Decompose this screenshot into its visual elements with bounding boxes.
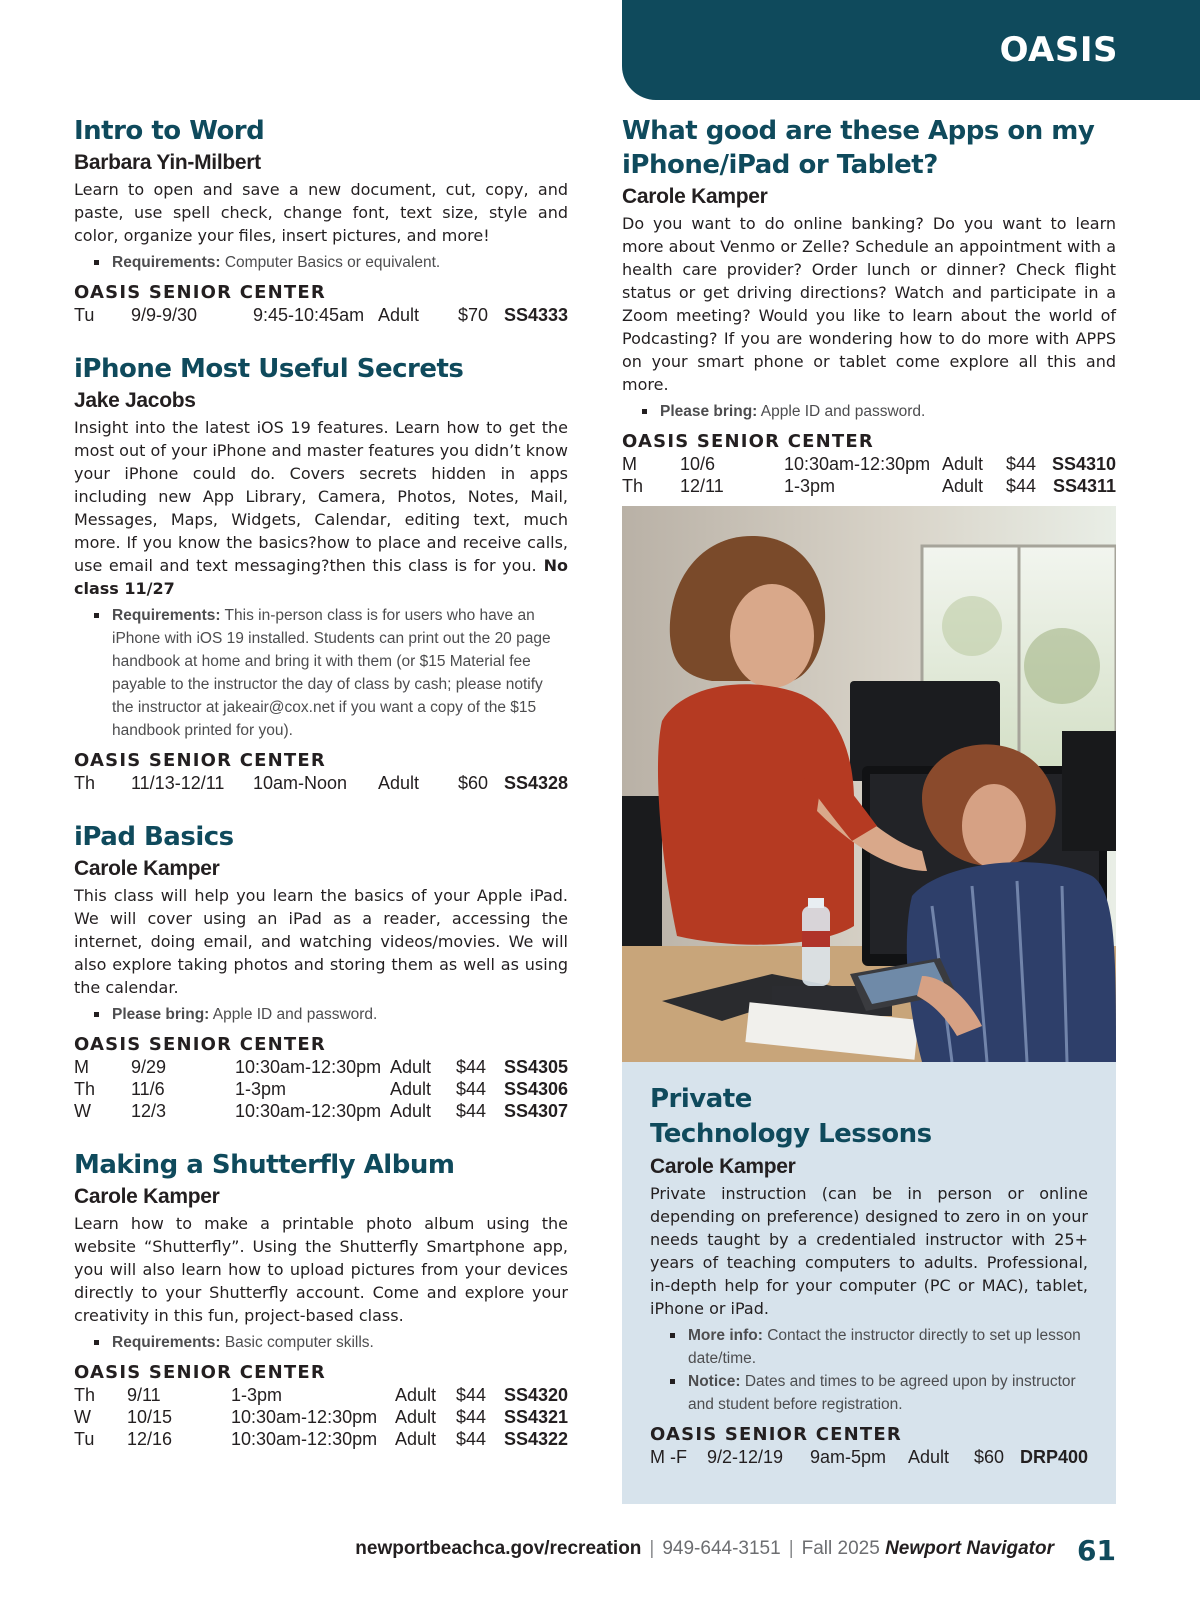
footer-phone: 949-644-3151 (662, 1538, 781, 1559)
schedule-row (74, 1056, 568, 1078)
session-day: Th (74, 1079, 96, 1099)
session-dates: 12/11 (680, 476, 724, 496)
note-item (94, 1331, 568, 1354)
session-age: Adult (378, 773, 420, 793)
schedule-table (74, 772, 568, 794)
course-code: SS4310 (1051, 454, 1116, 474)
course-description-paragraph (74, 416, 568, 600)
session-age: Adult (942, 476, 984, 496)
session-fee: $44 (1006, 454, 1037, 474)
course-description: Learn how to make a printable photo album using the website “Shutterfly”. Using the Shutterfly Smartphone app, you will also learn how to upload pictures from your devices directly to your Shutterfly account. Come and explore your creativity in this fun, project-based class. (74, 1214, 568, 1325)
note-text: Contact the instructor directly to set up lesson date/time. (688, 1327, 1081, 1367)
footer-text (355, 1538, 1054, 1560)
course-code: SS4306 (503, 1079, 568, 1099)
instructor-name: Barbara Yin-Milbert (74, 151, 261, 174)
no-class-notice: No class 11/27 (74, 556, 569, 598)
course-title: What good are these Apps on my iPhone/iPad or Tablet? (622, 116, 1095, 180)
instructor-name: Carole Kamper (74, 857, 220, 880)
schedule-table (74, 1384, 568, 1450)
instructor-name: Carole Kamper (650, 1155, 796, 1178)
left-column (74, 114, 568, 1476)
note-item (642, 400, 1116, 423)
session-time: 10am-Noon (253, 773, 348, 793)
location-heading: OASIS SENIOR CENTER (74, 750, 326, 771)
session-dates: 11/6 (131, 1079, 165, 1099)
session-day: Tu (74, 1429, 95, 1449)
course-code: SS4321 (503, 1407, 568, 1427)
course-notes (94, 1003, 568, 1026)
course-code: SS4307 (503, 1101, 568, 1121)
note-item (94, 1003, 568, 1026)
session-day: Th (74, 1385, 96, 1405)
course-code: SS4305 (503, 1057, 568, 1077)
session-dates: 9/29 (131, 1057, 167, 1077)
footer-url-link[interactable]: newportbeachca.gov/recreation (355, 1538, 642, 1559)
session-day: M (74, 1057, 89, 1077)
session-day: W (74, 1407, 91, 1427)
schedule-row (74, 304, 568, 326)
session-time: 10:30am-12:30pm (784, 454, 931, 474)
course-title: iPad Basics (74, 822, 234, 852)
session-dates: 10/6 (680, 454, 716, 474)
session-day: W (74, 1101, 91, 1121)
note-text: Dates and times to be agreed upon by instructor and student before registration. (688, 1373, 1076, 1413)
session-time: 9:45-10:45am (253, 305, 365, 325)
session-age: Adult (395, 1429, 437, 1449)
session-day: M (622, 454, 637, 474)
session-fee: $44 (456, 1385, 487, 1405)
session-fee: $44 (456, 1101, 487, 1121)
private-lessons-box (622, 1062, 1116, 1504)
note-text: Computer Basics or equivalent. (220, 254, 441, 271)
note-item (670, 1324, 1088, 1370)
footer-divider: | (788, 1538, 794, 1559)
session-dates: 12/16 (127, 1429, 173, 1449)
note-label: Please bring: (112, 1006, 210, 1023)
course-notes (94, 604, 568, 742)
footer-season: Fall 2025 (801, 1538, 886, 1559)
course-description: This class will help you learn the basics of your Apple iPad. We will cover using an iPad as a reader, accessing the internet, doing email, and watching videos/movies. We will also explore taking photos and storing them as well as using the calendar. (74, 886, 568, 997)
schedule-row (622, 453, 1116, 475)
session-age: Adult (942, 454, 984, 474)
session-time: 1-3pm (235, 1079, 287, 1099)
session-age: Adult (395, 1385, 437, 1405)
instructor-name: Jake Jacobs (74, 389, 196, 412)
schedule-table (622, 453, 1116, 497)
course-notes (670, 1324, 1088, 1416)
schedule-row (74, 1100, 568, 1122)
session-fee: $44 (456, 1057, 487, 1077)
session-age: Adult (390, 1057, 432, 1077)
session-fee: $60 (458, 773, 489, 793)
session-fee: $70 (458, 305, 489, 325)
note-label: Requirements: (112, 607, 221, 624)
right-column (622, 114, 1116, 523)
session-age: Adult (390, 1101, 432, 1121)
session-fee: $44 (1006, 476, 1037, 496)
schedule-table (74, 304, 568, 326)
session-fee: $44 (456, 1429, 487, 1449)
course-title: iPhone Most Useful Secrets (74, 354, 464, 384)
section-title: OASIS (999, 30, 1118, 70)
schedule-row (74, 1406, 568, 1428)
session-fee: $44 (456, 1079, 487, 1099)
location-heading: OASIS SENIOR CENTER (650, 1424, 902, 1445)
instructor-name: Carole Kamper (622, 185, 768, 208)
schedule-row (74, 1078, 568, 1100)
page-footer (0, 1534, 1200, 1567)
session-age: Adult (908, 1447, 950, 1467)
note-label: Requirements: (112, 254, 221, 271)
note-text: Basic computer skills. (220, 1334, 374, 1351)
course-code: SS4322 (503, 1429, 568, 1449)
course-description: Do you want to do online banking? Do you want to learn more about Venmo or Zelle? Schedule an appointment with a health care provider? Order lunch or dinner? Check flight status or get driving directions? Watch and participate in a Zoom meeting? Would you like to learn about the world of Podcasting? If you are wondering how to do more with APPS on your smart phone or tablet come explore all this and more. (622, 214, 1116, 394)
session-age: Adult (395, 1407, 437, 1427)
course-title: Intro to Word (74, 116, 265, 146)
course-iphone-secrets (74, 352, 568, 794)
session-dates: 12/3 (131, 1101, 167, 1121)
course-notes (94, 251, 568, 274)
session-time: 10:30am-12:30pm (235, 1101, 382, 1121)
course-notes (94, 1331, 568, 1354)
note-item (670, 1370, 1088, 1416)
session-day: M -F (650, 1447, 687, 1467)
course-intro-to-word (74, 114, 568, 326)
session-day: Tu (74, 305, 95, 325)
schedule-row (74, 772, 568, 794)
location-heading: OASIS SENIOR CENTER (74, 282, 326, 303)
note-text: This in-person class is for users who have an iPhone with iOS 19 installed. Students can print out the 20 page handbook at home and bring it with them (or $15 Material fee payable to the instructor the day of class by cash; please notify the instructor at jakeair@cox.net if you want a copy of the $15 handbook printed for you). (112, 607, 551, 739)
instructor-name: Carole Kamper (74, 1185, 220, 1208)
note-label: Requirements: (112, 1334, 221, 1351)
note-label: Please bring: (660, 403, 758, 420)
session-time: 9am-5pm (810, 1447, 887, 1467)
location-heading: OASIS SENIOR CENTER (622, 431, 874, 452)
location-heading: OASIS SENIOR CENTER (74, 1034, 326, 1055)
course-code: SS4333 (503, 305, 568, 325)
course-apps-iphone-ipad (622, 114, 1116, 497)
location-heading: OASIS SENIOR CENTER (74, 1362, 326, 1383)
session-dates: 9/2-12/19 (707, 1447, 784, 1467)
note-label: Notice: (688, 1373, 741, 1390)
course-code: SS4320 (503, 1385, 568, 1405)
session-fee: $60 (974, 1447, 1005, 1467)
session-time: 1-3pm (231, 1385, 283, 1405)
note-text: Apple ID and password. (757, 403, 926, 420)
session-time: 10:30am-12:30pm (235, 1057, 382, 1077)
session-dates: 9/9-9/30 (131, 305, 198, 325)
session-dates: 10/15 (127, 1407, 173, 1427)
note-text: Apple ID and password. (209, 1006, 378, 1023)
session-age: Adult (390, 1079, 432, 1099)
session-dates: 11/13-12/11 (131, 773, 225, 793)
page-number: 61 (1077, 1534, 1116, 1567)
course-description: Insight into the latest iOS 19 features. Learn how to get the most out of your iPhone and master features you didn’t know your iPhone could do. Covers secrets hidden in apps including new App Library, Camera, Photos, Notes, Mail, Messages, Maps, Widgets, Calendar, editing text, much more. If you know the basics?how to place and receive calls, use email and text messaging?then this class is for you. (74, 418, 568, 575)
schedule-table (74, 1056, 568, 1122)
course-title: Making a Shutterfly Album (74, 1150, 455, 1180)
schedule-row (622, 475, 1116, 497)
session-age: Adult (378, 305, 420, 325)
course-code: SS4328 (503, 773, 568, 793)
session-day: Th (74, 773, 96, 793)
session-day: Th (622, 476, 644, 496)
note-item (94, 604, 568, 742)
instructor-helping-student-photo (622, 506, 1116, 1062)
section-banner (622, 0, 1200, 100)
course-notes (642, 400, 1116, 423)
box-title-line2: Technology Lessons (650, 1119, 932, 1149)
session-dates: 9/11 (127, 1385, 161, 1405)
course-description: Private instruction (can be in person or online depending on preference) designed to zero in on your needs taught by a credentialed instructor with 25+ years of teaching computers to adults. Professional, in-depth help for your computer (PC or MAC), tablet, iPhone or iPad. (650, 1184, 1088, 1318)
course-description: Learn to open and save a new document, cut, copy, and paste, use spell check, change font, text size, style and color, organize your files, insert pictures, and more! (74, 180, 568, 245)
footer-brand: Newport Navigator (885, 1538, 1054, 1559)
schedule-row (650, 1446, 1088, 1468)
session-fee: $44 (456, 1407, 487, 1427)
box-title-line1: Private (650, 1084, 752, 1114)
course-code: DRP400 (1019, 1447, 1088, 1467)
course-code: SS4311 (1052, 476, 1116, 496)
session-time: 10:30am-12:30pm (231, 1429, 378, 1449)
footer-divider: | (649, 1538, 655, 1559)
session-time: 1-3pm (784, 476, 836, 496)
schedule-row (74, 1428, 568, 1450)
note-item (94, 251, 568, 274)
course-ipad-basics (74, 820, 568, 1122)
schedule-table (650, 1446, 1088, 1468)
schedule-row (74, 1384, 568, 1406)
course-shutterfly-album (74, 1148, 568, 1450)
session-time: 10:30am-12:30pm (231, 1407, 378, 1427)
note-label: More info: (688, 1327, 763, 1344)
